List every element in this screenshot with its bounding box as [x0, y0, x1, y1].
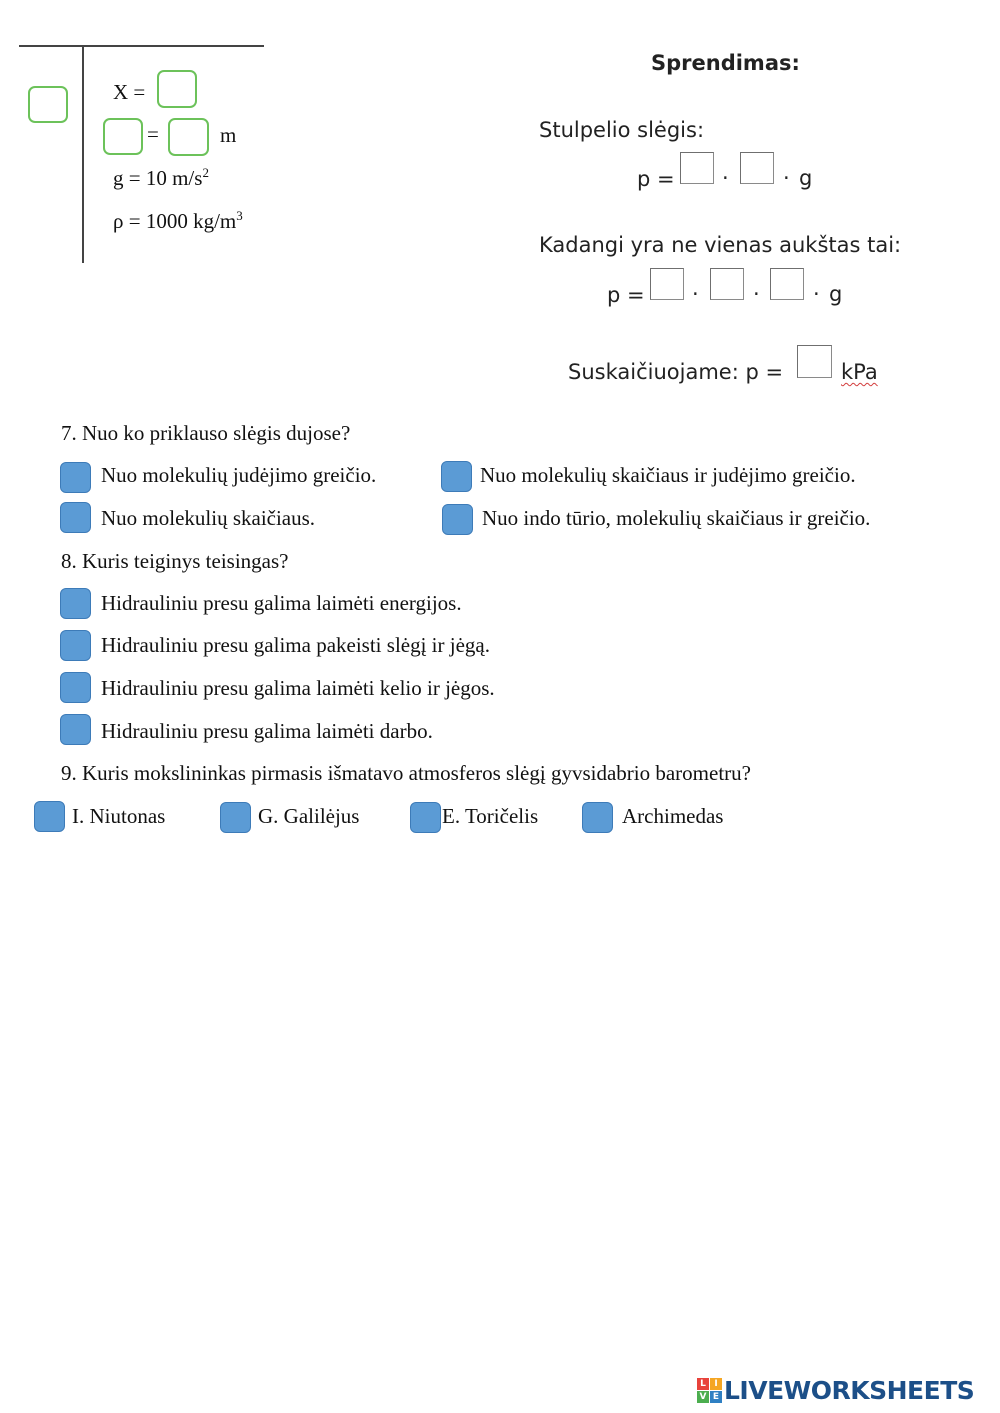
density-exponent: 3 [236, 208, 243, 223]
q9-option-1-label: I. Niutonas [72, 804, 166, 828]
q8-option-1-checkbox[interactable] [60, 588, 91, 619]
q8-question: 8. Kuris teiginys teisingas? [61, 549, 289, 573]
q8-option-4-label: Hidrauliniu presu galima laimėti darbo. [101, 719, 433, 743]
q8-option-2-checkbox[interactable] [60, 630, 91, 661]
formula2-p-eq: p = [607, 283, 645, 307]
height-eq-sign: = [147, 122, 159, 146]
q9-option-1-checkbox[interactable] [34, 801, 65, 832]
logo-mark-icon [697, 1378, 722, 1403]
q7-option-1-label: Nuo molekulių judėjimo greičio. [101, 463, 377, 487]
q9-option-3-checkbox[interactable] [410, 802, 441, 833]
q8-option-2-label: Hidrauliniu presu galima pakeisti slėgį ir jėgą. [101, 633, 490, 657]
q9-option-4-checkbox[interactable] [582, 802, 613, 833]
height-symbol-box[interactable] [103, 118, 143, 155]
q7-option-4-label: Nuo indo tūrio, molekulių skaičiaus ir greičio. [482, 506, 871, 530]
density-line [113, 208, 243, 234]
formula1-p-eq: p = [637, 167, 675, 191]
formula1-g: g [799, 166, 813, 190]
formula1-box-1[interactable] [680, 152, 714, 184]
height-unit: m [220, 123, 237, 147]
density-text: ρ = 1000 kg/m [113, 209, 237, 233]
q9-option-3-label: E. Toričelis [442, 804, 539, 828]
calc-label: Suskaičiuojame: p = [568, 360, 784, 384]
formula1-dot-1: · [722, 166, 729, 190]
result-box[interactable] [797, 345, 832, 378]
formula1-dot-2: · [783, 166, 790, 190]
formula1-box-2[interactable] [740, 152, 774, 184]
q7-option-2-label: Nuo molekulių skaičiaus ir judėjimo greičio. [480, 463, 856, 487]
solution-title: Sprendimas: [651, 51, 800, 75]
logo-mark-letter: E [710, 1391, 722, 1403]
q9-option-4-label: Archimedas [622, 804, 724, 828]
formula2-dot-3: · [813, 282, 820, 306]
logo-wordmark: LIVEWORKSHEETS [724, 1376, 975, 1405]
q7-option-4-checkbox[interactable] [442, 504, 473, 535]
gravity-exponent: 2 [202, 165, 209, 180]
height-value-box[interactable] [168, 118, 209, 156]
liveworksheets-logo [697, 1376, 974, 1405]
q9-question: 9. Kuris mokslininkas pirmasis išmatavo atmosferos slėgį gyvsidabrio barometru? [61, 761, 751, 785]
gravity-text: g = 10 m/s [113, 166, 203, 190]
formula2-box-3[interactable] [770, 268, 804, 300]
logo-mark-letter: V [697, 1391, 709, 1403]
q8-option-4-checkbox[interactable] [60, 714, 91, 745]
q8-option-1-label: Hidrauliniu presu galima laimėti energijos. [101, 591, 462, 615]
logo-mark-letter: I [710, 1378, 722, 1390]
formula2-box-1[interactable] [650, 268, 684, 300]
given-top-rule [19, 45, 264, 47]
formula2-dot-2: · [753, 282, 760, 306]
q8-option-3-checkbox[interactable] [60, 672, 91, 703]
q7-option-1-checkbox[interactable] [60, 462, 91, 493]
x-value-box[interactable] [157, 70, 197, 108]
formula2-box-2[interactable] [710, 268, 744, 300]
formula2-dot-1: · [692, 282, 699, 306]
logo-mark-letter: L [697, 1378, 709, 1390]
q7-option-3-checkbox[interactable] [60, 502, 91, 533]
q7-option-2-checkbox[interactable] [441, 461, 472, 492]
gravity-line [113, 165, 209, 191]
formula2-g: g [829, 282, 843, 306]
q9-option-2-label: G. Galilėjus [258, 804, 360, 828]
q7-question: 7. Nuo ko priklauso slėgis dujose? [61, 421, 351, 445]
q7-option-3-label: Nuo molekulių skaičiaus. [101, 506, 316, 530]
q8-option-3-label: Hidrauliniu presu galima laimėti kelio ir jėgos. [101, 676, 495, 700]
q9-option-2-checkbox[interactable] [220, 802, 251, 833]
column-pressure-label: Stulpelio slėgis: [539, 118, 705, 142]
given-quantity-box[interactable] [28, 86, 68, 123]
x-label: X = [113, 80, 146, 104]
given-vertical-rule [82, 45, 84, 263]
floors-note: Kadangi yra ne vienas aukštas tai: [539, 233, 902, 257]
unit-kpa: kPa [841, 360, 878, 384]
